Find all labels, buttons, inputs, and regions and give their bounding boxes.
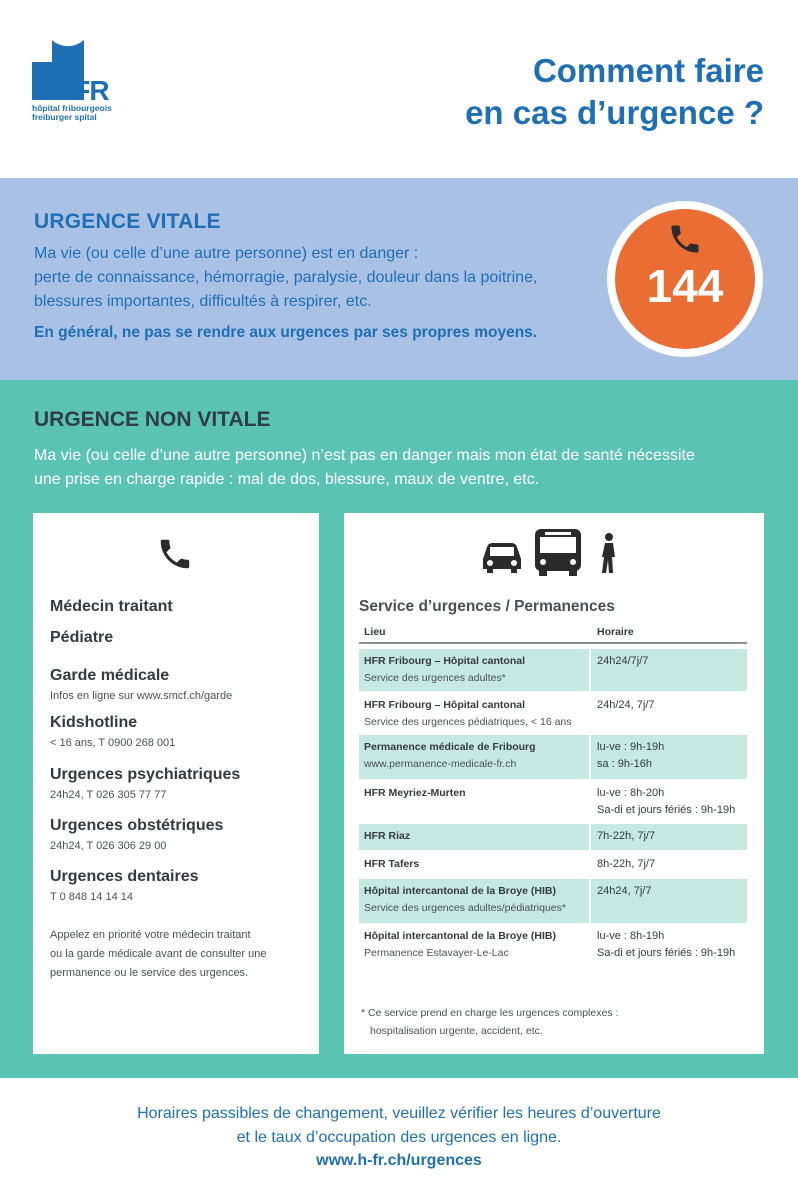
contact-item: [50, 667, 232, 702]
footer: [0, 1078, 798, 1200]
page-title: [465, 50, 764, 134]
cell-horaire: [591, 693, 747, 735]
place-detail: Service des urgences pédiatriques, < 16 ans: [364, 716, 572, 728]
cell-lieu: [359, 693, 589, 735]
contact-item: [50, 868, 199, 903]
footer-url-link[interactable]: www.h-fr.ch/urgences: [316, 1152, 482, 1169]
table-row: [359, 693, 747, 735]
place-name: Hôpital intercantonal de la Broye (HIB): [364, 930, 556, 942]
cell-horaire: [591, 879, 747, 923]
phone-icon: [667, 221, 703, 257]
place-name: HFR Fribourg – Hôpital cantonal: [364, 655, 526, 667]
vital-desc-line: Ma vie (ou celle d’une autre personne) est en danger :: [34, 245, 419, 262]
table-header-divider: [359, 642, 747, 644]
logo-subtitle: [32, 104, 112, 122]
footer-line: Horaires passibles de changement, veuillez vérifier les heures d’ouverture: [137, 1105, 661, 1122]
contact-detail: Infos en ligne sur www.smcf.ch/garde: [50, 690, 233, 702]
table-row: [359, 879, 747, 923]
place-name: Hôpital intercantonal de la Broye (HIB): [364, 885, 556, 897]
bus-icon: [535, 529, 581, 576]
vital-desc-line: blessures importantes, difficultés à respirer, etc.: [34, 293, 372, 310]
contact-item: [50, 766, 240, 801]
hours: 24h/24, 7j/7: [597, 699, 655, 711]
vital-warning: En général, ne pas se rendre aux urgences par ses propres moyens.: [34, 324, 538, 341]
services-footnote: [361, 1004, 661, 1040]
header: [0, 0, 798, 178]
footnote-line: hospitalisation urgente, accident, etc.: [370, 1025, 543, 1037]
cell-horaire: [591, 649, 747, 691]
col-header-lieu: Lieu: [364, 626, 386, 638]
place-name: HFR Fribourg – Hôpital cantonal: [364, 699, 526, 711]
section-urgence-non-vitale: [0, 380, 798, 1078]
cell-lieu: [359, 781, 589, 823]
col-header-horaire: Horaire: [597, 626, 634, 638]
transport-icons: [479, 525, 629, 579]
nonvital-desc-line: une prise en charge rapide : mal de dos, blessure, maux de ventre, etc.: [34, 471, 540, 488]
contact-title: Garde médicale: [50, 667, 170, 684]
contacts-note: [50, 926, 300, 983]
cell-horaire: [591, 924, 747, 968]
footer-line: et le taux d’occupation des urgences en ligne.: [236, 1129, 562, 1146]
cell-horaire: [591, 852, 747, 878]
contact-item: [50, 598, 173, 616]
pedestrian-icon: [602, 533, 615, 573]
hours: 24h24, 7j/7: [597, 885, 652, 897]
title-line-1: Comment faire: [532, 52, 764, 89]
table-row: [359, 781, 747, 823]
contact-detail: 24h24, T 026 305 77 77: [50, 789, 167, 801]
hours-detail: sa : 9h-16h: [597, 758, 653, 770]
contact-item: [50, 629, 113, 647]
contact-title: Urgences dentaires: [50, 868, 199, 885]
contact-item: [50, 714, 175, 749]
contact-title: Médecin traitant: [50, 598, 173, 615]
emergency-number: 144: [646, 260, 724, 312]
place-detail: Permanence Estavayer-Le-Lac: [364, 947, 509, 959]
logo-text: HFR: [54, 75, 109, 106]
table-row: [359, 824, 747, 850]
logo-line-2: freiburger spital: [32, 112, 97, 122]
hours: 8h-22h, 7j/7: [597, 858, 656, 870]
services-title: Service d’urgences / Permanences: [359, 598, 615, 615]
place-detail: www.permanence-medicale-fr.ch: [364, 758, 517, 770]
hours-detail: Sa-di et jours fériés : 9h-19h: [597, 947, 736, 959]
hours: lu-ve : 8h-19h: [597, 930, 665, 942]
hours: 24h24/7j/7: [597, 655, 649, 667]
table-row: [359, 649, 747, 691]
services-card: [344, 513, 764, 1054]
contact-title: Urgences psychiatriques: [50, 766, 241, 783]
vital-heading: URGENCE VITALE: [34, 210, 221, 233]
hours: lu-ve : 9h-19h: [597, 741, 665, 753]
contact-title: Pédiatre: [50, 629, 114, 646]
table-row: [359, 924, 747, 968]
place-name: HFR Tafers: [364, 858, 420, 870]
note-line: permanence ou le service des urgences.: [50, 967, 249, 979]
place-detail: Service des urgences adultes*: [364, 672, 506, 684]
contact-title: Kidshotline: [50, 714, 138, 731]
cell-lieu: [359, 735, 589, 779]
hours-detail: Sa-di et jours fériés : 9h-19h: [597, 804, 736, 816]
place-detail: Service des urgences adultes/pédiatriques*: [364, 902, 566, 914]
contacts-card: [33, 513, 319, 1054]
footnote-line: * Ce service prend en charge les urgences complexes :: [361, 1007, 619, 1019]
place-name: Permanence médicale de Fribourg: [364, 741, 536, 753]
place-name: HFR Meyriez-Murten: [364, 787, 466, 799]
place-name: HFR Riaz: [364, 830, 411, 842]
cell-lieu: [359, 879, 589, 923]
table-row: [359, 735, 747, 779]
hours: lu-ve : 8h-20h: [597, 787, 665, 799]
nonvital-description: [34, 444, 774, 492]
nonvital-heading: URGENCE NON VITALE: [34, 408, 271, 431]
nonvital-desc-line: Ma vie (ou celle d’une autre personne) n’est pas en danger mais mon état de santé nécessite: [34, 447, 695, 464]
cell-horaire: [591, 735, 747, 779]
vital-desc-line: perte de connaissance, hémorragie, paralysie, douleur dans la poitrine,: [34, 269, 538, 286]
title-line-2: en cas d’urgence ?: [465, 94, 764, 131]
cell-lieu: [359, 824, 589, 850]
car-icon: [483, 543, 521, 573]
table-row: [359, 852, 747, 878]
contact-title: Urgences obstétriques: [50, 817, 224, 834]
cell-lieu: [359, 649, 589, 691]
contact-item: [50, 817, 223, 852]
cell-horaire: [591, 781, 747, 823]
phone-icon: [156, 535, 194, 573]
note-line: ou la garde médicale avant de consulter une: [50, 948, 267, 960]
contact-detail: T 0 848 14 14 14: [50, 891, 133, 903]
logo-line-1: hôpital fribourgeois: [32, 103, 112, 113]
contact-detail: < 16 ans, T 0900 268 001: [50, 737, 176, 749]
contact-detail: 24h24, T 026 306 29 00: [50, 840, 167, 852]
vital-description: [34, 242, 604, 314]
footer-notice: [0, 1102, 798, 1150]
emergency-number-circle: [615, 209, 755, 349]
cell-lieu: [359, 924, 589, 968]
note-line: Appelez en priorité votre médecin traitant: [50, 929, 251, 941]
cell-lieu: [359, 852, 589, 878]
section-urgence-vitale: [0, 178, 798, 380]
emergency-number-badge[interactable]: [607, 201, 763, 357]
hours: 7h-22h, 7j/7: [597, 830, 656, 842]
cell-horaire: [591, 824, 747, 850]
